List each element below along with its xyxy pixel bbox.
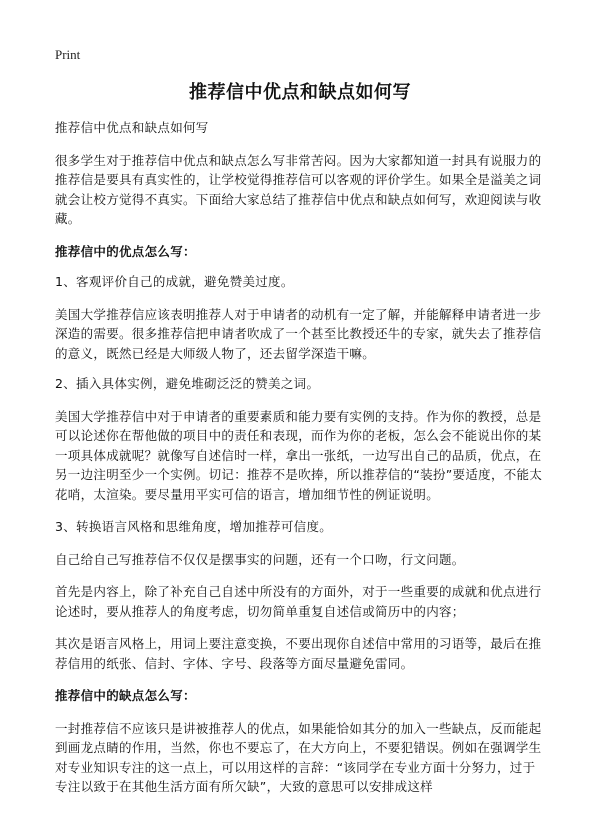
article-body xyxy=(55,118,547,797)
point-2-body: 美国大学推荐信中对于申请者的重要素质和能力要有实例的支持。作为你的教授，总是可以论述你在帮他做的项目中的责任和表现，而作为你的老板，怎么会不能说出你的某一项具体成就呢？就像写自述信时一样，拿出一张纸，一边写出自己的品质，优点，在另一边注明至少一个实例。切记：推荐不是吹捧，所以推荐信的“装扮”要适度，不能太花哨，太渲染。要尽量用平实可信的语言，增加细节性的例证说明。 xyxy=(55,408,543,502)
point-3-body-1: 自己给自己写推荐信不仅仅是摆事实的问题，还有一个口吻，行文问题。 xyxy=(55,551,465,567)
point-3-body-3: 其次是语言风格上，用词上要注意变换，不要出现你自述信中常用的习语等，最后在推荐信用的纸张、信封、字体、字号、段落等方面尽量避免雷同。 xyxy=(55,636,542,671)
page-title: 推荐信中优点和缺点如何写 xyxy=(189,82,411,103)
point-1-title: 1、客观评价自己的成就，避免赞美过度。 xyxy=(55,274,294,289)
point-2-title: 2、插入具体实例，避免堆砌泛泛的赞美之词。 xyxy=(55,376,320,391)
weaknesses-body: 一封推荐信不应该只是讲被推荐人的优点，如果能恰如其分的加入一些缺点，反而能起到画龙点睛的作用，当然，你也不要忘了，在大方向上，不要犯错误。例如在强调学生对专业知识专注的这一点上，可以用这样的言辞：“该同学在专业方面十分努力，过于专注以致于在其他生活方面有所欠缺”，大致的意思可以安排成这样 xyxy=(55,720,542,794)
section-heading-weaknesses: 推荐信中的缺点怎么写： xyxy=(55,688,196,703)
point-3-title: 3、转换语言风格和思维角度，增加推荐可信度。 xyxy=(55,519,333,534)
print-link[interactable]: Print xyxy=(55,47,81,62)
section-heading-strengths: 推荐信中的优点怎么写： xyxy=(55,243,196,259)
intro-paragraph: 很多学生对于推荐信中优点和缺点怎么写非常苦闷。因为大家都知道一封具有说服力的推荐信是要具有真实性的，让学校觉得推荐信可以客观的评价学生。如果全是溢美之词就会让校方觉得不真实。下面给大家总结了推荐信中优点和缺点如何写，欢迎阅读与收藏。 xyxy=(55,152,542,226)
point-1-body: 美国大学推荐信应该表明推荐人对于申请者的动机有一定了解，并能解释申请者进一步深造的需要。很多推荐信把申请者吹成了一个甚至比教授还牛的专家，就失去了推荐信的意义，既然已经是大师级人物了，还去留学深造干嘛。 xyxy=(55,306,542,361)
point-3-body-2: 首先是内容上，除了补充自己自述中所没有的方面外，对于一些重要的成就和优点进行论述时，要从推荐人的角度考虑，切勿简单重复自述信或简历中的内容； xyxy=(55,584,542,619)
article-subtitle: 推荐信中优点和缺点如何写 xyxy=(55,120,209,135)
